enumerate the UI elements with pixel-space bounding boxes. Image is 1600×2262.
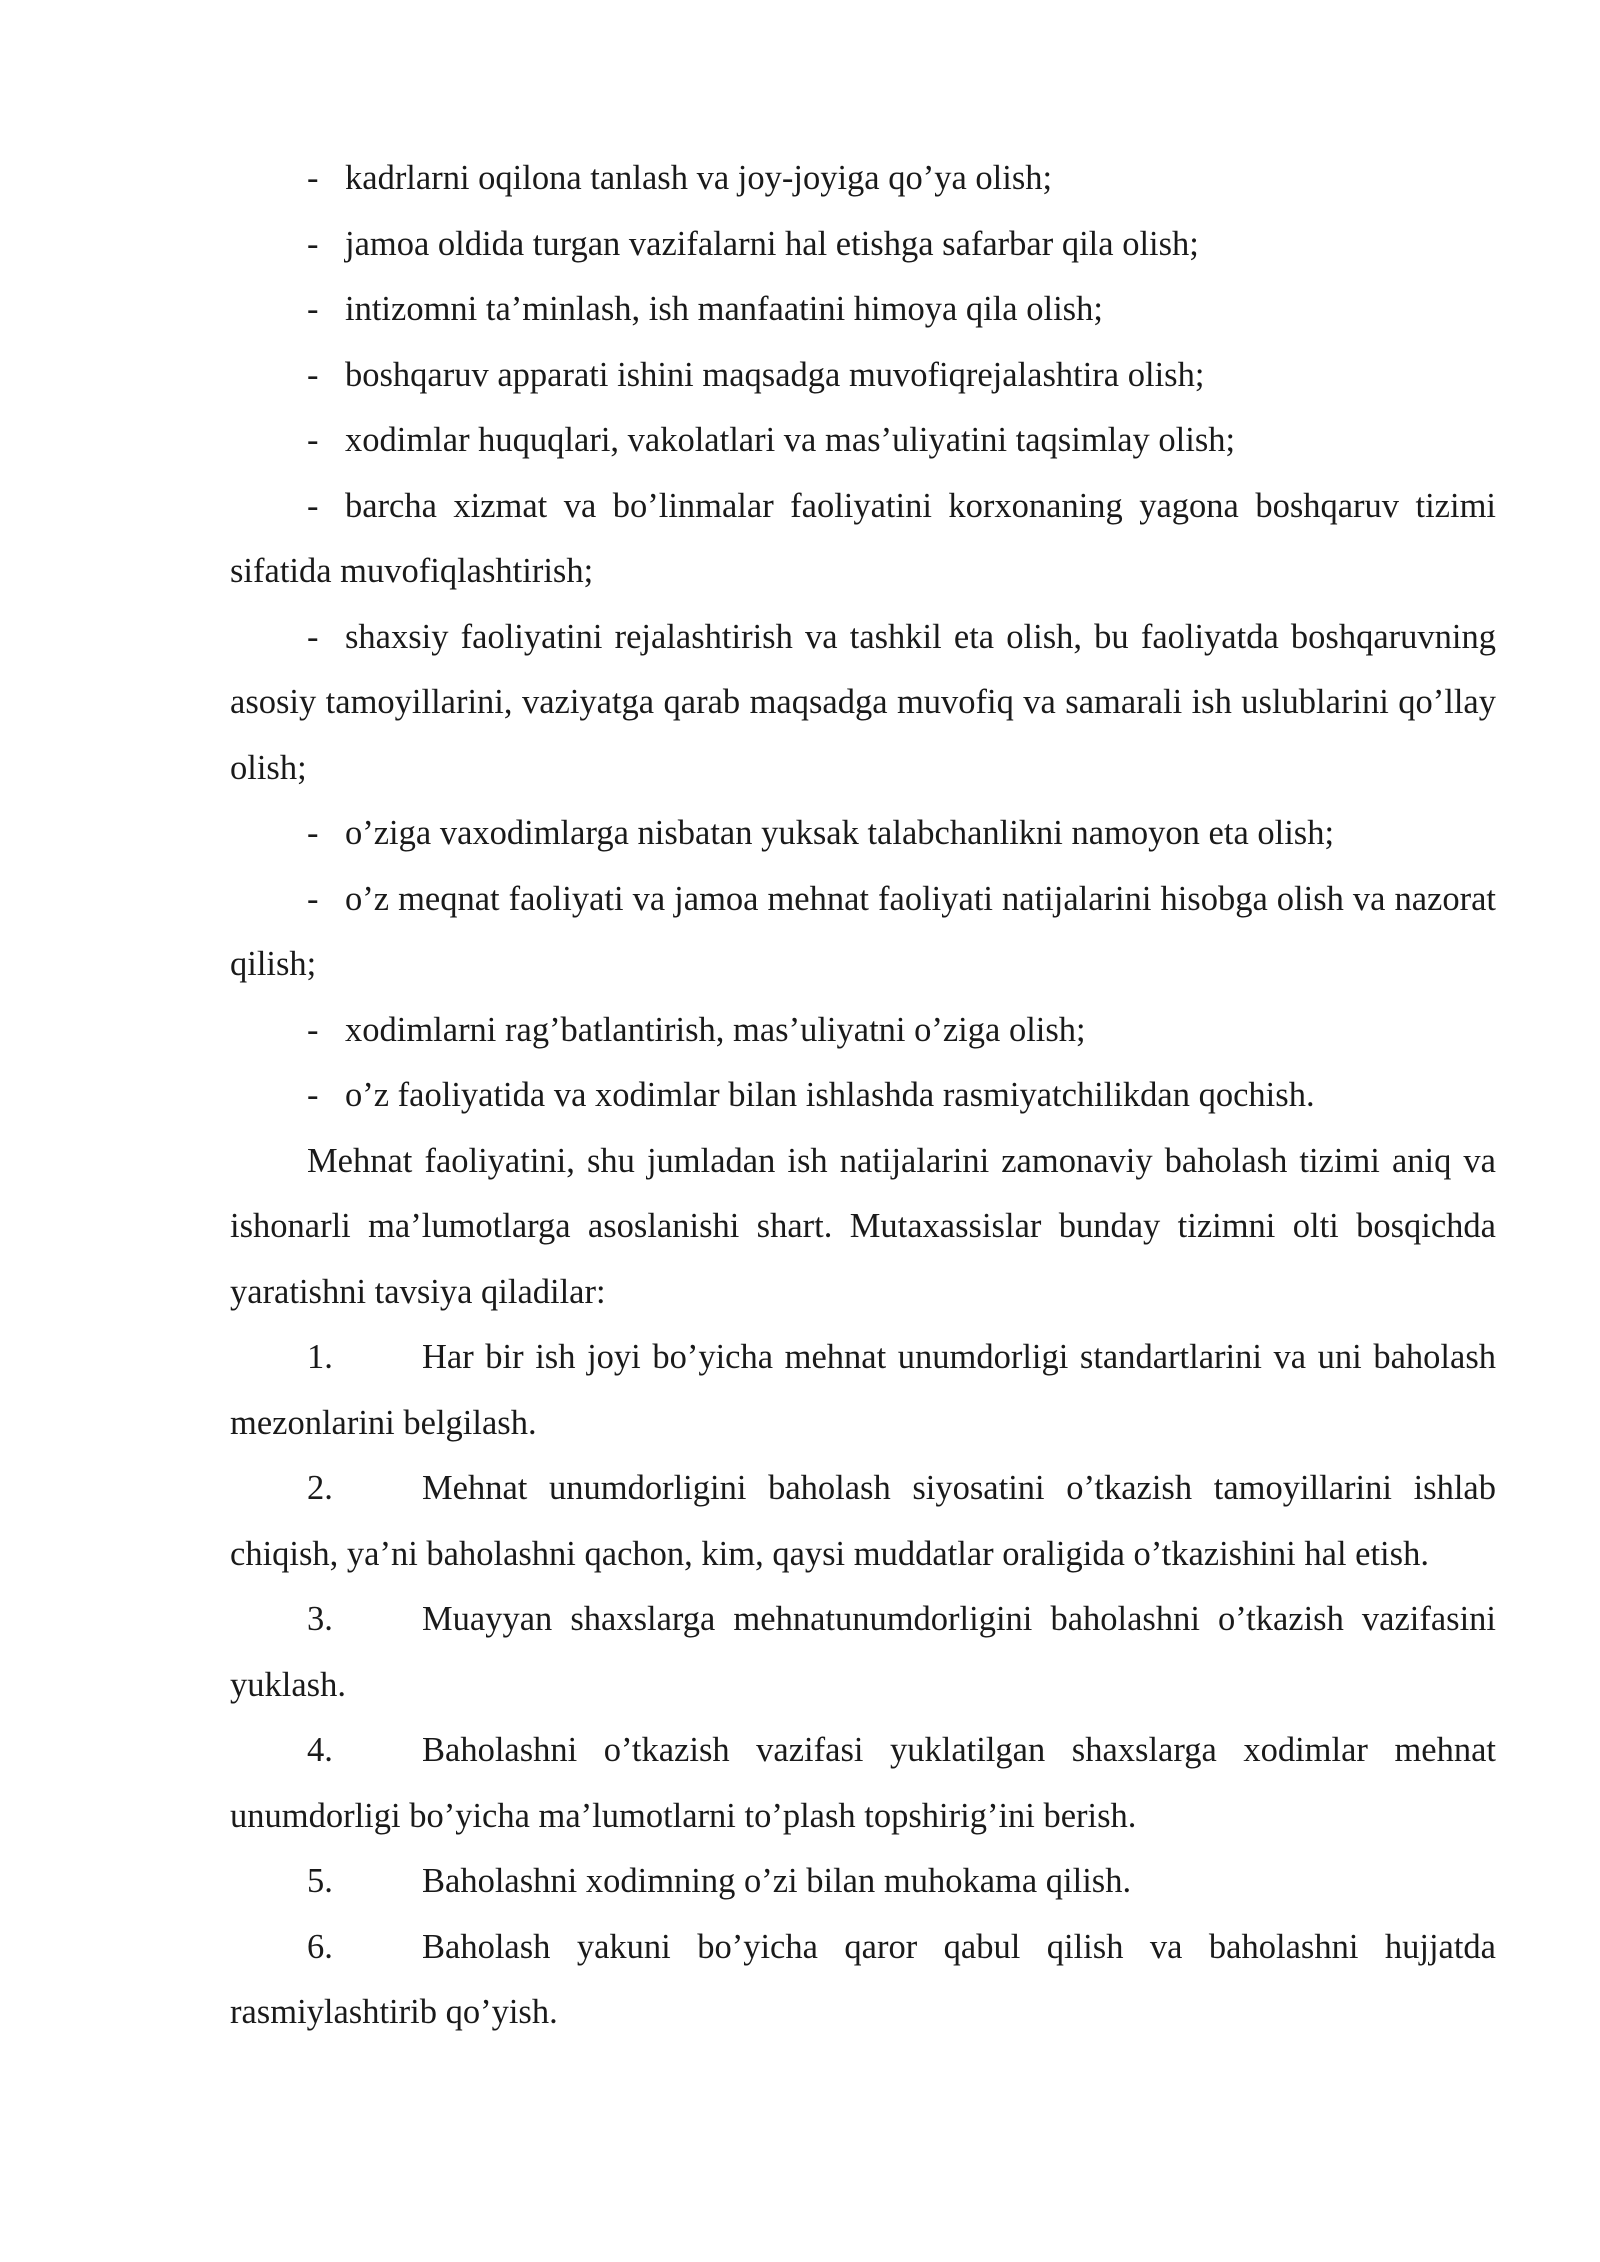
bullet-item bbox=[230, 998, 1496, 1064]
step-number: 2. bbox=[307, 1469, 333, 1507]
bullet-dash: - bbox=[307, 290, 319, 328]
step-number: 1. bbox=[307, 1338, 333, 1376]
bullet-dash: - bbox=[307, 421, 319, 459]
bullet-item bbox=[230, 605, 1496, 802]
bullet-dash: - bbox=[307, 1010, 319, 1049]
step-number: 3. bbox=[307, 1600, 333, 1638]
bullet-dash: - bbox=[307, 355, 319, 394]
bullet-text: jamoa oldida turgan vazifalarni hal etishga safarbar qila olish; bbox=[345, 224, 1199, 263]
bullet-text: xodimlarni rag’batlantirish, mas’uliyatni o’ziga olish; bbox=[345, 1010, 1086, 1049]
step-number: 4. bbox=[307, 1731, 333, 1769]
bullet-item bbox=[230, 277, 1496, 343]
bullet-item bbox=[230, 343, 1496, 409]
step-text: Muayyan shaxslarga mehnatunumdorligini baholashni o’tkazish vazifasini yuklash. bbox=[230, 1600, 1496, 1704]
bullet-item bbox=[230, 212, 1496, 278]
step-number: 6. bbox=[307, 1927, 333, 1966]
bullet-item bbox=[230, 146, 1496, 212]
bullet-item bbox=[230, 867, 1496, 998]
bullet-item bbox=[230, 801, 1496, 867]
step-item bbox=[230, 1915, 1496, 2046]
bullet-text: intizomni ta’minlash, ish manfaatini himoya qila olish; bbox=[345, 290, 1103, 328]
bullet-dash: - bbox=[307, 879, 319, 918]
step-text: Baholashni o’tkazish vazifasi yuklatilgan shaxslarga xodimlar mehnat unumdorligi bo’yicha ma’lumotlarni to’plash topshirig’ini berish. bbox=[230, 1731, 1496, 1835]
step-text: Mehnat unumdorligini baholash siyosatini o’tkazish tamoyillarini ishlab chiqish, ya’ni baholashni qachon, kim, qaysi muddatlar oraligida o’tkazishini hal etish. bbox=[230, 1469, 1496, 1573]
document-page bbox=[230, 146, 1496, 2046]
bullet-text: o’z faoliyatida va xodimlar bilan ishlashda rasmiyatchilikdan qochish. bbox=[345, 1076, 1315, 1114]
bullet-text: o’z meqnat faoliyati va jamoa mehnat faoliyati natijalarini hisobga olish va nazorat qilish; bbox=[230, 879, 1496, 983]
bullet-text: xodimlar huquqlari, vakolatlari va mas’uliyatini taqsimlay olish; bbox=[345, 421, 1236, 459]
step-item bbox=[230, 1718, 1496, 1849]
step-item bbox=[230, 1325, 1496, 1456]
bullet-dash: - bbox=[307, 617, 319, 656]
bullet-dash: - bbox=[307, 1076, 319, 1114]
bullet-dash: - bbox=[307, 224, 319, 263]
bullet-dash: - bbox=[307, 486, 319, 525]
bullet-item bbox=[230, 474, 1496, 605]
bullet-item bbox=[230, 1063, 1496, 1129]
bullet-text: o’ziga vaxodimlarga nisbatan yuksak talabchanlikni namoyon eta olish; bbox=[345, 814, 1335, 852]
bullet-text: kadrlarni oqilona tanlash va joy-joyiga qo’ya olish; bbox=[345, 159, 1053, 197]
step-text: Har bir ish joyi bo’yicha mehnat unumdorligi standartlarini va uni baholash mezonlarini belgilash. bbox=[230, 1338, 1496, 1442]
bullet-item bbox=[230, 408, 1496, 474]
step-item bbox=[230, 1587, 1496, 1718]
bullet-dash: - bbox=[307, 814, 319, 852]
step-text: Baholash yakuni bo’yicha qaror qabul qilish va baholashni hujjatda rasmiylashtirib qo’yish. bbox=[230, 1927, 1496, 2031]
bullet-dash: - bbox=[307, 159, 319, 197]
step-number: 5. bbox=[307, 1862, 333, 1900]
step-item bbox=[230, 1849, 1496, 1915]
step-text: Baholashni xodimning o’zi bilan muhokama qilish. bbox=[422, 1862, 1132, 1900]
bullet-text: barcha xizmat va bo’linmalar faoliyatini korxonaning yagona boshqaruv tizimi sifatida muvofiqlashtirish; bbox=[230, 486, 1496, 590]
intro-paragraph: Mehnat faoliyatini, shu jumladan ish natijalarini zamonaviy baholash tizimi aniq va ishonarli ma’lumotlarga asoslanishi shart. Mutaxassislar bunday tizimni olti bosqichda yaratishni tavsiya qiladilar: bbox=[230, 1141, 1496, 1311]
bullet-text: shaxsiy faoliyatini rejalashtirish va tashkil eta olish, bu faoliyatda boshqaruvning asosiy tamoyillarini, vaziyatga qarab maqsadga muvofiq va samarali ish uslublarini qo’llay olish; bbox=[230, 617, 1496, 787]
step-item bbox=[230, 1456, 1496, 1587]
bullet-text: boshqaruv apparati ishini maqsadga muvofiqrejalashtira olish; bbox=[345, 355, 1205, 394]
